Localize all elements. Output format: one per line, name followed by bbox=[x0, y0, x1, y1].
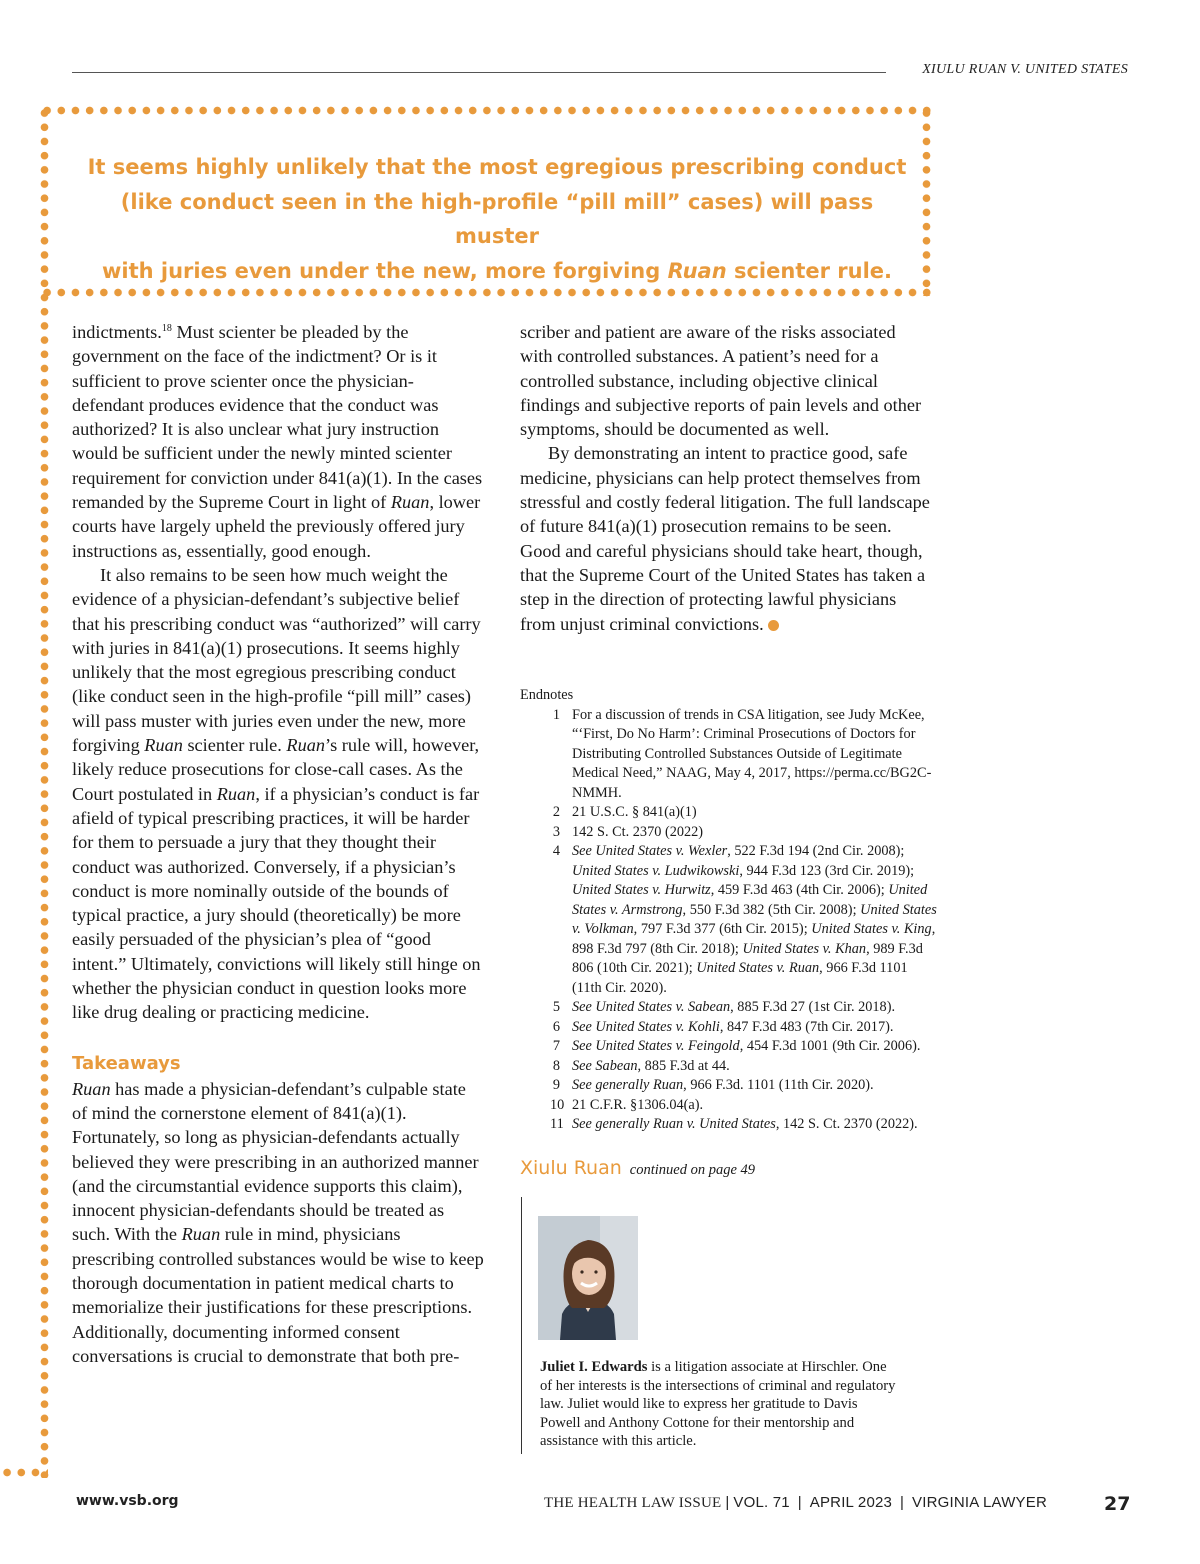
pull-quote-line: with juries even under the new, more forgiving Ruan scienter rule. bbox=[102, 258, 892, 283]
pull-quote-line: (like conduct seen in the high-profile “pill mill” cases) will pass muster bbox=[120, 189, 874, 248]
article-column-left bbox=[72, 320, 484, 1368]
article-paragraph: scriber and patient are aware of the risks associated with controlled substances. A patient’s need for a controlled substance, including objective clinical findings and subjective reports of pain levels and other symptoms, should be documented as well. bbox=[520, 322, 922, 440]
article-column-right bbox=[520, 320, 932, 636]
continued-line bbox=[520, 1157, 755, 1179]
footnote-ref: 18 bbox=[161, 323, 172, 334]
endnote-text: See Sabean, 885 F.3d at 44. bbox=[572, 1057, 730, 1074]
endnote-number: 10 bbox=[550, 1096, 565, 1113]
endnote-item bbox=[520, 998, 940, 1018]
article-paragraph: By demonstrating an intent to practice good, safe medicine, physicians can help protect themselves from stressful and costly federal litigation. The full landscape of future 841(a)(1) prosecution remains to be seen. Good and careful physicians should take heart, though, that the Supreme Court of the United States has taken a step in the direction of protecting lawful physicians from unjust criminal convictions. bbox=[520, 443, 930, 634]
endnote-number: 8 bbox=[552, 1057, 560, 1074]
endnote-item bbox=[520, 842, 940, 998]
author-photo bbox=[538, 1216, 638, 1340]
endnotes-list bbox=[520, 706, 940, 1135]
endnote-text: See generally Ruan v. United States, 142 S. Ct. 2370 (2022). bbox=[572, 1116, 918, 1132]
endnote-number: 5 bbox=[552, 999, 560, 1015]
endnote-number: 3 bbox=[552, 823, 560, 840]
endnote-number: 9 bbox=[552, 1077, 560, 1093]
endnotes bbox=[520, 686, 940, 1135]
pull-quote bbox=[82, 150, 912, 288]
end-mark-dot bbox=[768, 620, 779, 631]
author-name: Juliet I. Edwards bbox=[540, 1359, 648, 1375]
author-box-rule bbox=[521, 1197, 522, 1454]
endnote-item bbox=[520, 823, 940, 843]
running-head: XIULU RUAN V. UNITED STATES bbox=[922, 62, 1128, 77]
endnote-number: 6 bbox=[552, 1018, 560, 1035]
author-bio: Juliet I. Edwards is a litigation associate at Hirschler. One of her interests is the intersections of criminal and regulatory law. Juliet would like to express her gratitude to Davis Powell and Anthony Cottone for their mentorship and assistance with this article. bbox=[540, 1359, 896, 1450]
endnote-item bbox=[520, 1076, 940, 1096]
endnote-text: 21 U.S.C. § 841(a)(1) bbox=[572, 804, 697, 820]
header-rule bbox=[72, 72, 886, 73]
article-paragraph: indictments.$^{18}$ Must scienter be pleaded by the government on the face of the indictment? Or is it sufficient to prove scienter once the physician-defendant produces evidence that the conduct was authorized? It is also unclear what jury instruction would be sufficient under the newly minted scienter requirement for conviction under 841(a)(1). In the cases remanded by the Supreme Court in light of Ruan, lower courts have largely upheld the previously offered jury instructions as, essentially, good enough. bbox=[72, 322, 483, 561]
endnote-item bbox=[520, 706, 940, 804]
footer-issue-line: THE HEALTH LAW ISSUE | VOL. 71 | APRIL 2023 | VIRGINIA LAWYER bbox=[544, 1494, 1047, 1511]
endnote-item bbox=[520, 803, 940, 823]
endnote-number: 11 bbox=[550, 1116, 564, 1132]
endnote-text: 142 S. Ct. 2370 (2022) bbox=[572, 823, 704, 840]
endnote-item bbox=[520, 1096, 940, 1116]
endnote-text: See United States v. Feingold, 454 F.3d 1001 (9th Cir. 2006). bbox=[572, 1038, 921, 1054]
article-paragraph: Ruan has made a physician-defendant’s culpable state of mind the cornerstone element of 841(a)(1). Fortunately, so long as physician-defendants actually believed they were prescribing in an authorized manner (and the circumstantial evidence supports this claim), innocent physician-defendants should be treated as such. With the Ruan rule in mind, physicians prescribing controlled substances would be wise to keep thorough documentation in patient medical charts to memorialize their justifications for these prescriptions. Additionally, documenting informed consent conversations is crucial to demonstrate that both pre- bbox=[72, 1078, 484, 1366]
endnote-text: See generally Ruan, 966 F.3d. 1101 (11th Cir. 2020). bbox=[572, 1077, 874, 1093]
article-paragraph: It also remains to be seen how much weight the evidence of a physician-defendant’s subjective belief that his prescribing conduct was “authorized” will carry with juries in 841(a)(1) prosecutions. It seems highly unlikely that the most egregious prescribing conduct (like conduct seen in the high-profile “pill mill” cases) will pass muster with juries even under the new, more forgiving Ruan scienter rule. Ruan’s rule will, however, likely reduce prosecutions for close-call cases. As the Court postulated in Ruan, if a physician’s conduct is far afield of typical prescribing practices, it will be harder for them to persuade a jury that they thought their conduct was authorized. Conversely, if a physician’s conduct is more nominally outside of the bounds of typical practice, a jury should (theoretically) be more easily persuaded of the physician’s plea of “good intent.” Ultimately, convictions will likely still hinge on whether the physician conduct in question looks more like drug dealing or practicing medicine. bbox=[72, 564, 481, 1023]
endnote-text: 21 C.F.R. §1306.04(a). bbox=[572, 1096, 704, 1113]
endnote-text: See United States v. Sabean, 885 F.3d 27 (1st Cir. 2018). bbox=[572, 999, 896, 1015]
endnote-item bbox=[520, 1037, 940, 1057]
takeaways-heading: Takeaways bbox=[72, 1052, 181, 1074]
endnote-number: 7 bbox=[552, 1038, 560, 1054]
endnotes-title: Endnotes bbox=[520, 687, 574, 703]
endnote-item bbox=[520, 1018, 940, 1038]
footer-website: www.vsb.org bbox=[76, 1493, 179, 1509]
endnote-number: 2 bbox=[552, 804, 560, 820]
page-number: 27 bbox=[1104, 1493, 1131, 1515]
continued-note: continued on page 49 bbox=[629, 1162, 756, 1178]
endnote-text: For a discussion of trends in CSA litigation, see Judy McKee, “‘First, Do No Harm’: Criminal Prosecutions of Doctors for Distributing Controlled Substances Outside of Legitimate Medical Need,” NAAG, May 4, 2017, https://perma.cc/BG2C-NMMH. bbox=[572, 706, 932, 801]
endnote-item bbox=[520, 1057, 940, 1077]
continued-title: Xiulu Ruan bbox=[520, 1157, 622, 1179]
endnote-number: 1 bbox=[552, 706, 560, 723]
endnote-number: 4 bbox=[552, 843, 560, 859]
endnote-item bbox=[520, 1115, 940, 1135]
endnote-text: See United States v. Kohli, 847 F.3d 483 (7th Cir. 2017). bbox=[572, 1018, 894, 1035]
endnote-text: See United States v. Wexler, 522 F.3d 194 (2nd Cir. 2008); United States v. Ludwikowski, 944 F.3d 123 (3rd Cir. 2019); United States v. Hurwitz, 459 F.3d 463 (4th Cir. 2006); United States v. Armstrong, 550 F.3d 382 (5th Cir. 2008); United States v. Volkman, 797 F.3d 377 (6th Cir. 2015); United States v. King, 898 F.3d 797 (8th Cir. 2018); United States v. Khan, 989 F.3d 806 (10th Cir. 2021); United States v. Ruan, 966 F.3d 1101 (11th Cir. 2020). bbox=[572, 843, 937, 996]
pull-quote-line: It seems highly unlikely that the most egregious prescribing conduct bbox=[87, 155, 907, 179]
